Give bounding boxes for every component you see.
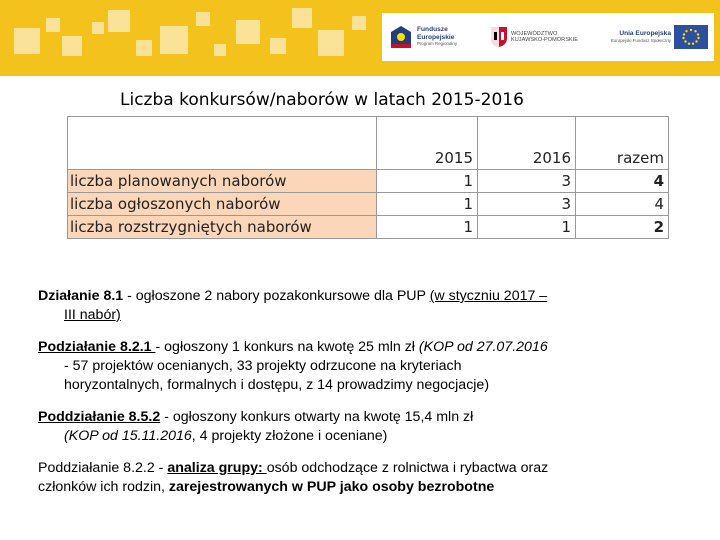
note-italic: (KOP od 27.07.2016 (418, 339, 548, 355)
note-text: osób odchodzące z rolnictwa i rybactwa oraz (266, 460, 549, 476)
fe-line-1: Fundusze (417, 26, 448, 34)
fundusze-europejskie-logo (388, 24, 457, 50)
eu-line-2: Europejski Fundusz Społeczny (610, 37, 671, 43)
cell-razem: 4 (576, 193, 669, 216)
page-title: Liczba konkursów/naborów w latach 2015-2016 (120, 90, 524, 110)
note-label: Podziałanie 8.2.1 (38, 339, 156, 355)
table-header-row (68, 117, 669, 170)
note-analysis: analiza grupy: (167, 460, 267, 476)
eu-flag-icon (674, 25, 708, 49)
note-label: Działanie 8.1 (38, 288, 124, 304)
note-dzialanie-8-1 (38, 287, 702, 325)
notes-section (38, 287, 702, 510)
cell-2015: 1 (377, 170, 478, 193)
note-label: Poddziałanie 8.5.2 (38, 409, 161, 425)
row-label: liczba planowanych naborów (68, 170, 377, 193)
fe-line-2: Europejskie (417, 33, 455, 41)
note-poddzialanie-8-5-2 (38, 408, 702, 446)
note-line-2: członków ich rodzin, (38, 479, 169, 495)
region-line-2: KUJAWSKO-POMORSKIE (511, 37, 578, 43)
cell-2015: 1 (377, 193, 478, 216)
table-row (68, 193, 669, 216)
cell-2016: 1 (478, 216, 576, 239)
note-line-3: horyzontalnych, formalnych i dostępu, z 14 prowadzimy negocjacje) (64, 377, 490, 393)
header-banner (0, 0, 720, 76)
logo-strip (382, 13, 714, 61)
cell-2016: 3 (478, 193, 576, 216)
note-text: - ogłoszone 2 nabory pozakonkursowe dla PUP (123, 288, 430, 304)
col-header-razem: razem (576, 117, 669, 170)
header-blank-cell (68, 117, 377, 170)
table-row (68, 216, 669, 239)
region-crest-icon (490, 26, 508, 48)
eu-logo (611, 25, 708, 49)
fe-line-3: Program Regionalny (417, 41, 458, 47)
col-header-2015: 2015 (377, 117, 478, 170)
note-text: - ogłoszony 1 konkurs na kwotę 25 mln zł (155, 339, 419, 355)
table-row (68, 170, 669, 193)
note-line-2-rest: , 4 projekty złożone i oceniane) (191, 428, 388, 444)
cell-2016: 3 (478, 170, 576, 193)
region-line-1: WOJEWÓDZTWO (511, 30, 558, 37)
note-underlined-cont: III nabór) (64, 307, 121, 323)
cell-razem: 2 (576, 216, 669, 239)
fe-emblem-icon (388, 24, 414, 50)
col-header-2016: 2016 (478, 117, 576, 170)
note-italic: (KOP od 15.11.2016 (64, 428, 192, 444)
row-label: liczba ogłoszonych naborów (68, 193, 377, 216)
note-underlined: (w styczniu 2017 – (429, 288, 548, 304)
competitions-table (67, 116, 669, 239)
note-line-2: - 57 projektów ocenianych, 33 projekty odrzucone na kryteriach (64, 358, 462, 374)
note-bold-end: zarejestrowanych w PUP jako osoby bezrobotne (168, 479, 495, 495)
note-text: - ogłoszony konkurs otwarty na kwotę 15,4 mln zł (160, 409, 474, 425)
note-poddzialanie-8-2-2 (38, 459, 702, 497)
note-label: Poddziałanie 8.2.2 - (38, 460, 168, 476)
cell-razem: 4 (576, 170, 669, 193)
note-poddzialanie-8-2-1 (38, 338, 702, 395)
cell-2015: 1 (377, 216, 478, 239)
eu-line-1: Unia Europejska (619, 30, 671, 37)
row-label: liczba rozstrzygniętych naborów (68, 216, 377, 239)
region-logo (490, 26, 578, 48)
